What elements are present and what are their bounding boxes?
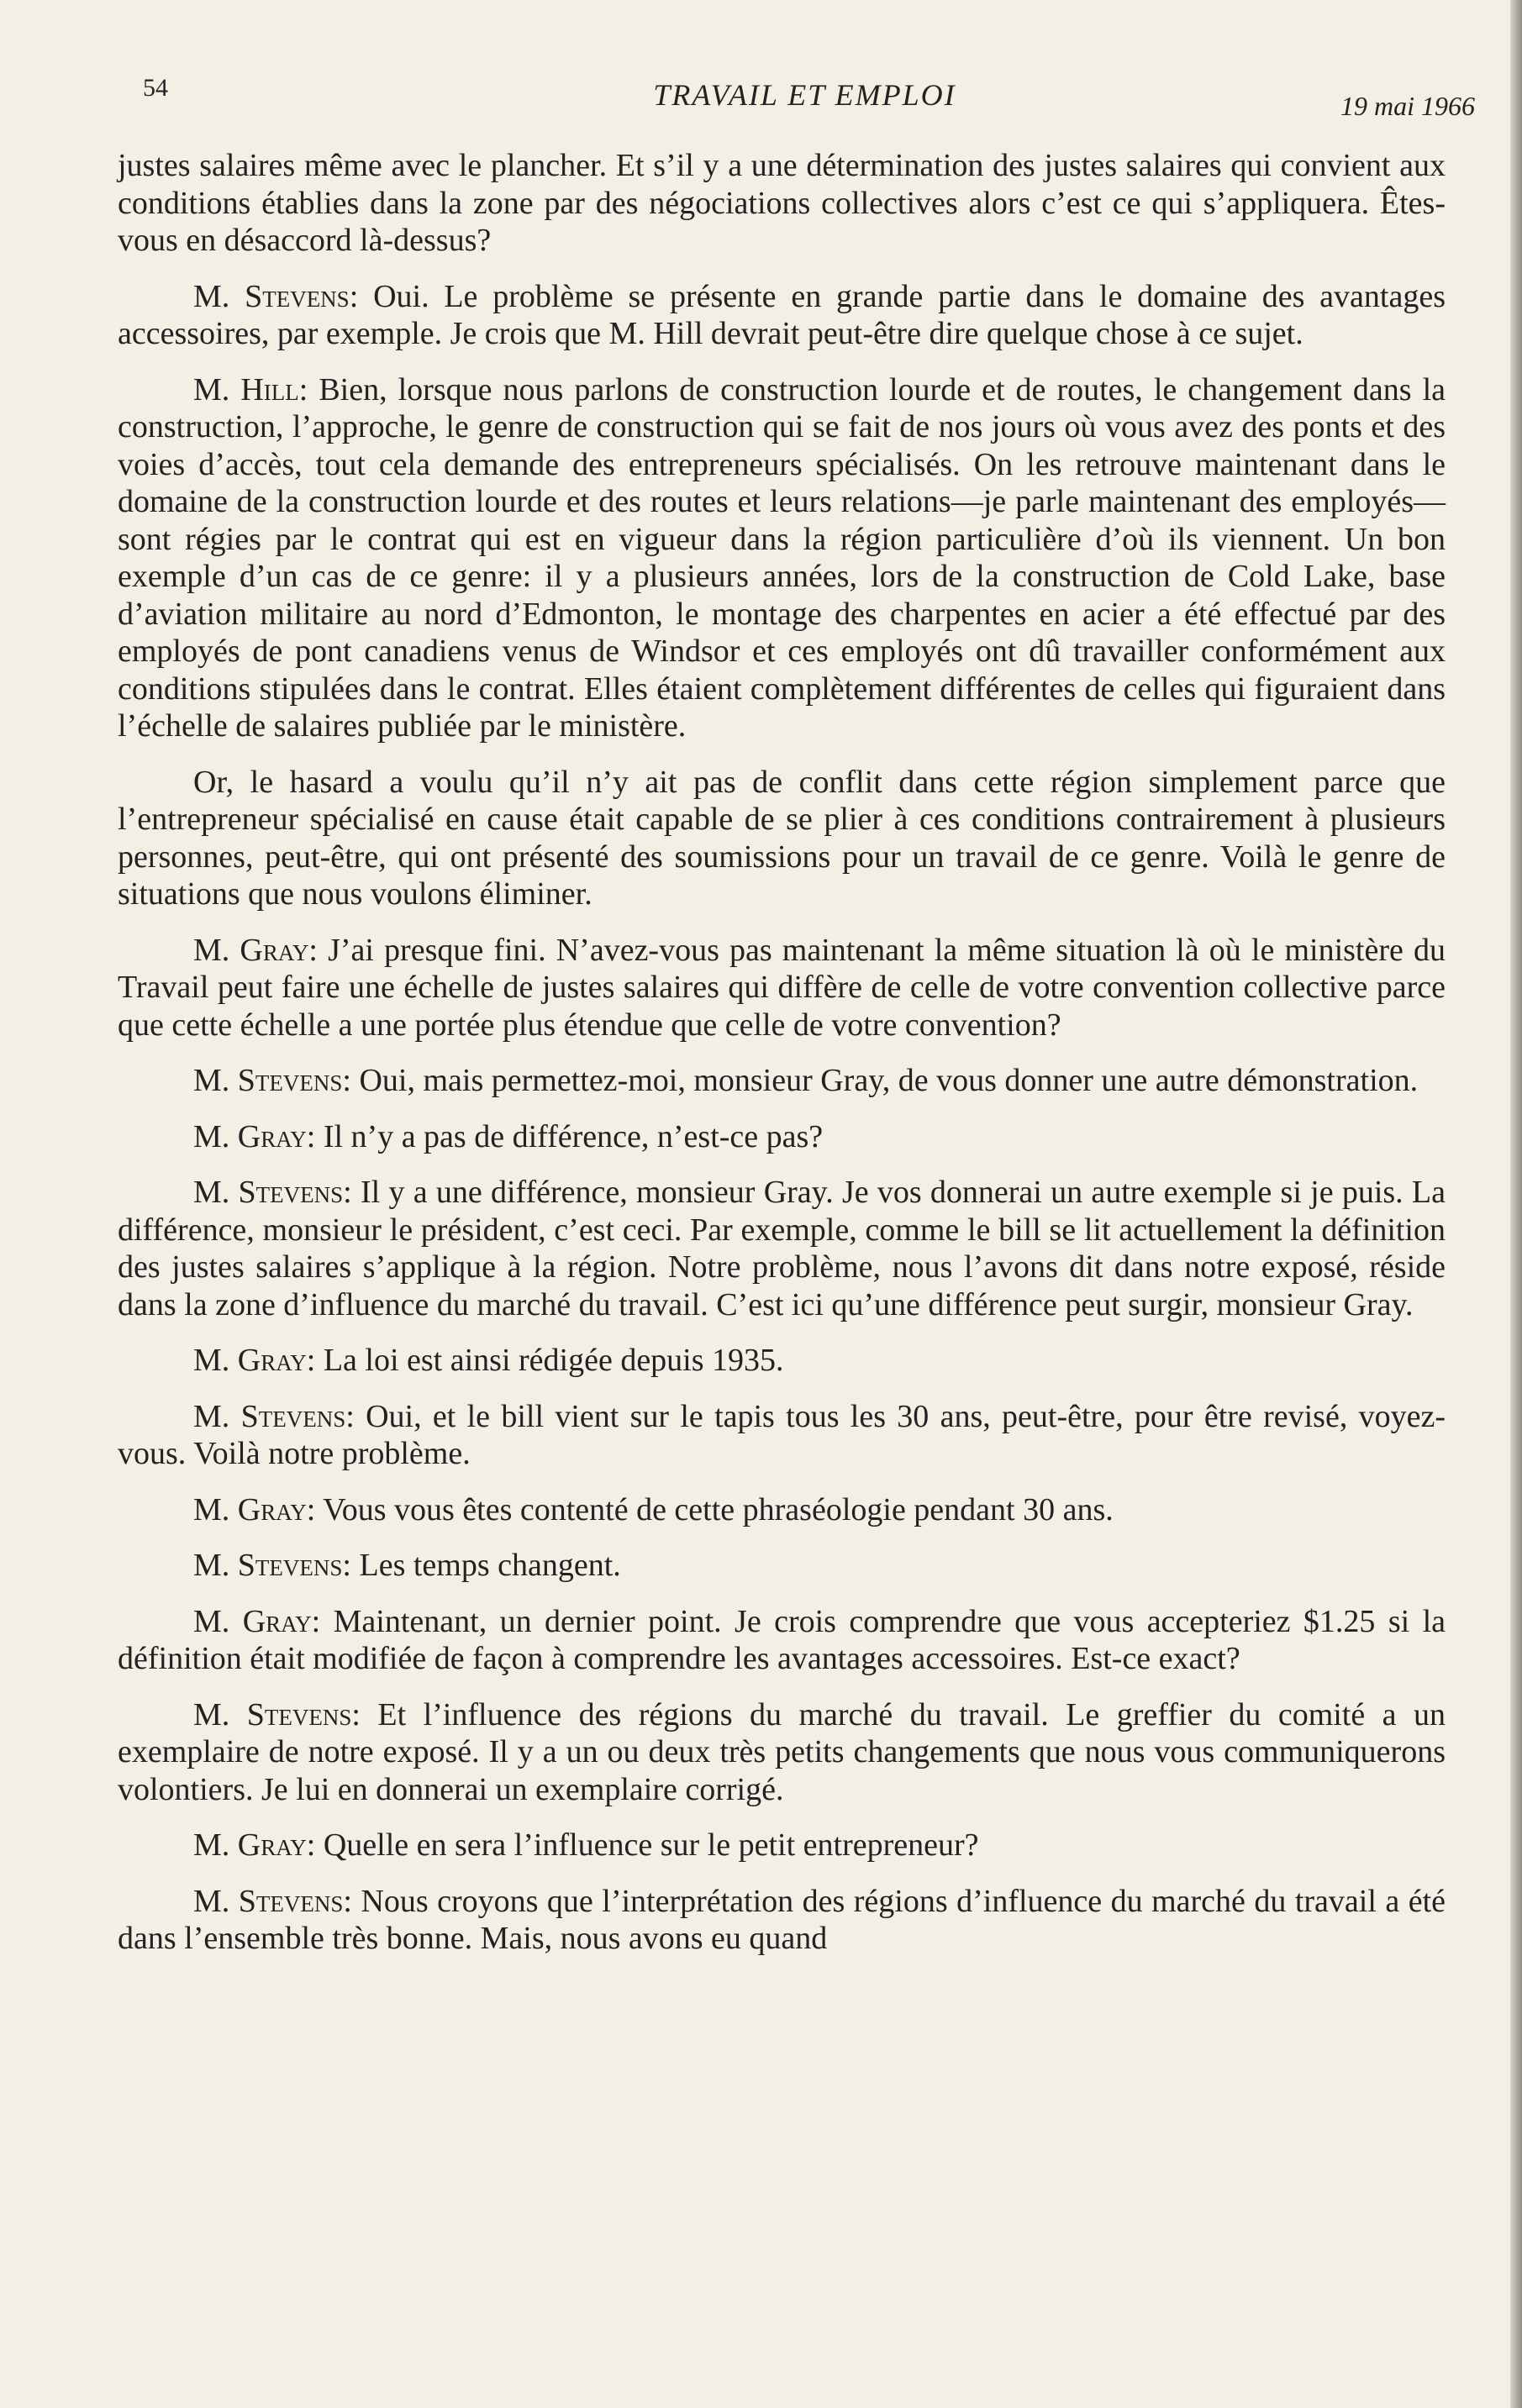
paragraph-text: Les temps changent. <box>359 1548 621 1583</box>
paragraph-text: Il y a une différence, monsieur Gray. Je vos donnerai un autre exemple si je puis. La différence, monsieur le président, c’est ceci. Par exemple, comme le bill se lit actuellement la définition des justes salaires s’applique à la région. Notre problème, nous l’avons dit dans notre exposé, réside dans la zone d’influence du marché du travail. C’est ici qu’une différence peut surgir, monsieur Gray. <box>118 1175 1446 1322</box>
speaker-name: M. Gray: <box>193 932 318 968</box>
paragraph <box>118 1342 1446 1380</box>
paragraph-text: Maintenant, un dernier point. Je crois comprendre que vous accepteriez $1.25 si la définition était modifiée de façon à comprendre les avantages accessoires. Est-ce exact? <box>118 1603 1446 1676</box>
speaker-name: M. Hill: <box>193 371 308 407</box>
paragraph-text: Et l’influence des régions du marché du travail. Le greffier du comité a un exemplaire de notre exposé. Il y a un ou deux très petits changements que nous vous communiquerons volontiers. Je lui en donnerai un exemplaire corrigé. <box>118 1696 1446 1807</box>
paragraph <box>118 1062 1446 1100</box>
paragraph <box>118 1118 1446 1156</box>
speaker-name: M. Stevens: <box>193 1175 352 1210</box>
paragraph <box>118 1603 1446 1678</box>
speaker-name: M. Stevens: <box>193 1063 351 1098</box>
page-header <box>134 67 1475 121</box>
paragraph-text: Quelle en sera l’influence sur le petit entrepreneur? <box>323 1827 979 1863</box>
paragraph <box>118 932 1446 1044</box>
page-body <box>118 147 1446 1976</box>
speaker-name: M. Stevens: <box>193 1883 352 1919</box>
paragraph <box>118 1174 1446 1323</box>
paragraph-text: Vous vous êtes contenté de cette phraséologie pendant 30 ans. <box>323 1491 1114 1527</box>
speaker-name: M. Stevens: <box>193 1398 355 1434</box>
paragraph <box>118 1398 1446 1473</box>
paragraph-text: Il n’y a pas de différence, n’est-ce pas? <box>323 1118 824 1154</box>
paragraph-text: Bien, lorsque nous parlons de construction lourde et de routes, le changement dans la construction, l’approche, le genre de construction qui se fait de nos jours où vous avez des ponts et des voies d’accès, tout cela demande des entrepreneurs spécialisés. On les retrouve maintenant dans le domaine de la construction lourde et des routes et leurs relations—je parle maintenant des employés—sont régies par le contrat qui est en vigueur dans la région particulière d’où ils viennent. Un bon exemple d’un cas de ce genre: il y a plusieurs années, lors de la construction de Cold Lake, base d’aviation militaire au nord d’Edmonton, le montage des charpentes en acier a été effectué par des employés de pont canadiens venus de Windsor et ces employés ont dû travailler conformément aux conditions stipulées dans le contrat. Elles étaient complètement différentes de celles qui figuraient dans l’échelle de salaires publiée par le ministère. <box>118 371 1446 744</box>
paragraph-text: Oui. Le problème se présente en grande partie dans le domaine des avantages accessoires, par exemple. Je crois que M. Hill devrait peut-être dire quelque chose à ce sujet. <box>118 278 1446 351</box>
paragraph <box>118 1696 1446 1809</box>
speaker-name: M. Stevens: <box>193 278 359 314</box>
page-date: 19 mai 1966 <box>1340 91 1475 121</box>
page-binding-edge <box>1510 0 1522 2408</box>
speaker-name: M. Gray: <box>193 1827 316 1863</box>
paragraph <box>118 1491 1446 1529</box>
speaker-name: M. Stevens: <box>193 1696 361 1732</box>
speaker-name: M. Gray: <box>193 1491 316 1527</box>
paragraph-text: J’ai presque fini. N’avez-vous pas maintenant la même situation là où le ministère du Travail peut faire une échelle de justes salaires qui diffère de celle de votre convention collective parce que cette échelle a une portée plus étendue que celle de votre convention? <box>118 932 1446 1043</box>
paragraph <box>118 764 1446 913</box>
speaker-name: M. Gray: <box>193 1603 321 1639</box>
paragraph <box>118 1883 1446 1958</box>
paragraph <box>118 147 1446 260</box>
paragraph-text: justes salaires même avec le plancher. Et s’il y a une détermination des justes salaires qui convient aux conditions établies dans la zone par des négociations collectives alors c’est ce qui s’appliquera. Êtes-vous en désaccord là-dessus? <box>118 148 1446 258</box>
paragraph-text: Nous croyons que l’interprétation des régions d’influence du marché du travail a été dans l’ensemble très bonne. Mais, nous avons eu quand <box>118 1883 1446 1956</box>
speaker-name: M. Gray: <box>193 1118 316 1154</box>
paragraph <box>118 278 1446 353</box>
running-title: TRAVAIL ET EMPLOI <box>653 78 956 112</box>
paragraph-text: La loi est ainsi rédigée depuis 1935. <box>323 1343 784 1378</box>
paragraph <box>118 1547 1446 1585</box>
page-number: 54 <box>143 74 168 102</box>
paragraph-text: Or, le hasard a voulu qu’il n’y ait pas de conflit dans cette région simplement parce que l’entrepreneur spécialisé en cause était capable de se plier à ces conditions contrairement à plusieurs personnes, peut-être, qui ont présenté des soumissions pour un travail de ce genre. Voilà le genre de situations que nous voulons éliminer. <box>118 764 1446 912</box>
paragraph-text: Oui, mais permettez-moi, monsieur Gray, de vous donner une autre démonstration. <box>359 1063 1419 1098</box>
paragraph-text: Oui, et le bill vient sur le tapis tous les 30 ans, peut-être, pour être revisé, voyez-vous. Voilà notre problème. <box>118 1398 1446 1471</box>
paragraph <box>118 1827 1446 1864</box>
paragraph <box>118 371 1446 745</box>
speaker-name: M. Stevens: <box>193 1548 351 1583</box>
speaker-name: M. Gray: <box>193 1343 316 1378</box>
